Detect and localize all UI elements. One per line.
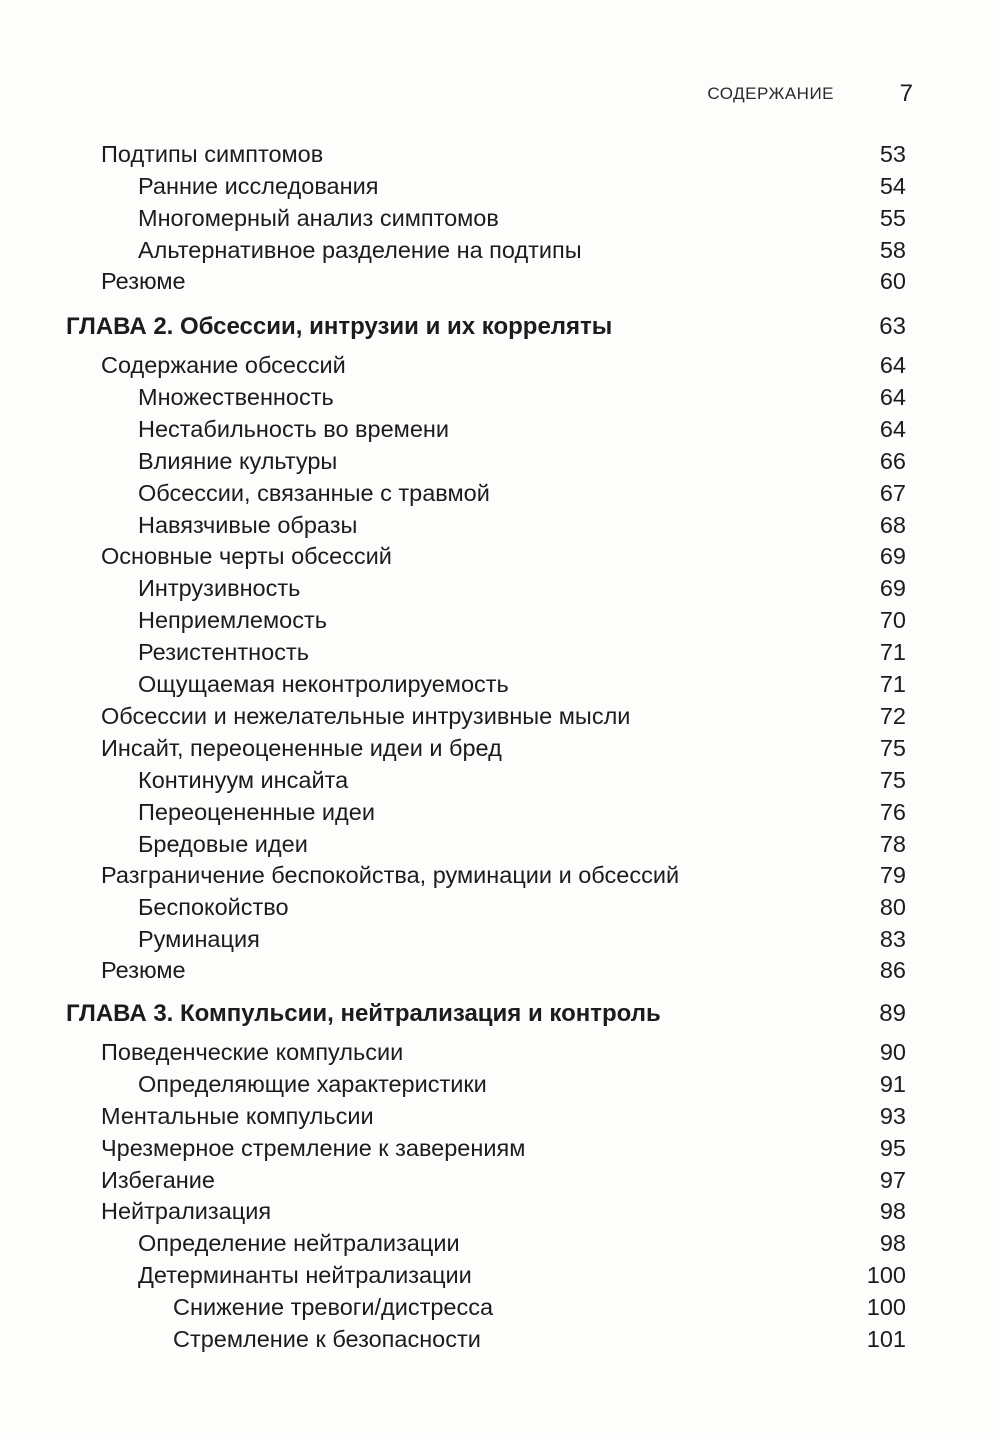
toc-entry-title: Влияние культуры — [138, 448, 338, 474]
toc-entry — [0, 265, 1000, 297]
toc-entry-title: Навязчивые образы — [138, 512, 358, 538]
toc-entry-page: 69 — [879, 543, 906, 569]
toc-entry-title: Содержание обсессий — [101, 352, 346, 378]
toc-entry — [0, 1036, 1000, 1068]
toc-entry-page: 98 — [879, 1198, 906, 1224]
toc-entry-title: Руминация — [138, 926, 260, 952]
toc-entry-title: Континуум инсайта — [138, 767, 349, 793]
running-head — [0, 80, 1000, 120]
toc-entry — [0, 349, 1000, 381]
toc-entry-title: Неприемлемость — [138, 607, 327, 633]
toc-entry-title: Обсессии и нежелательные интрузивные мысли — [101, 703, 631, 729]
toc-entry-page: 67 — [879, 480, 906, 506]
running-head-title: СОДЕРЖАНИЕ — [707, 84, 834, 103]
toc-entry-page: 97 — [879, 1167, 906, 1193]
toc-entry-title: Ранние исследования — [138, 173, 379, 199]
toc-entry — [0, 1132, 1000, 1164]
toc-entry-page: 80 — [879, 894, 906, 920]
toc-entry-title: Ощущаемая неконтролируемость — [138, 671, 509, 697]
toc-entry — [0, 828, 1000, 860]
toc-entry — [0, 636, 1000, 668]
toc-entry-page: 72 — [879, 703, 906, 729]
toc-entry — [0, 604, 1000, 636]
toc-entry-page: 91 — [879, 1071, 906, 1097]
toc-entry — [0, 202, 1000, 234]
toc-entry-page: 78 — [879, 831, 906, 857]
toc-entry — [0, 1100, 1000, 1132]
toc-entry-page: 53 — [879, 141, 906, 167]
toc-entry-page: 98 — [879, 1230, 906, 1256]
toc-entry-page: 76 — [879, 799, 906, 825]
toc-entry-title: Обсессии, связанные с травмой — [138, 480, 490, 506]
chapter-heading — [0, 311, 1000, 343]
toc-entry — [0, 923, 1000, 955]
toc-entry — [0, 796, 1000, 828]
toc-entry-page: 75 — [879, 735, 906, 761]
toc-entry-title: Определение нейтрализации — [138, 1230, 460, 1256]
toc-entry-title: Снижение тревоги/дистресса — [173, 1294, 494, 1320]
toc-entry-page: 75 — [879, 767, 906, 793]
toc-entry-title: Ментальные компульсии — [101, 1103, 374, 1129]
chapter-title: ГЛАВА 3. Компульсии, нейтрализация и контроль — [66, 1000, 661, 1027]
toc-entry-title: Альтернативное разделение на подтипы — [138, 237, 582, 263]
toc-entry-title: Нестабильность во времени — [138, 416, 450, 442]
toc-entry — [0, 234, 1000, 266]
toc-entry — [0, 1164, 1000, 1196]
toc-entry — [0, 668, 1000, 700]
toc-entry-page: 100 — [866, 1262, 906, 1288]
toc-entry — [0, 1195, 1000, 1227]
toc-entry — [0, 1227, 1000, 1259]
toc-entry-title: Нейтрализация — [101, 1198, 272, 1224]
toc-entry — [0, 1291, 1000, 1323]
toc-entry-page: 70 — [879, 607, 906, 633]
toc-entry-page: 68 — [879, 512, 906, 538]
toc-entry-title: Детерминанты нейтрализации — [138, 1262, 472, 1288]
toc-entry-page: 83 — [879, 926, 906, 952]
toc-entry — [0, 764, 1000, 796]
toc-entry-title: Множественность — [138, 384, 334, 410]
toc-entry — [0, 732, 1000, 764]
toc-entry-title: Основные черты обсессий — [101, 543, 392, 569]
toc-entry-title: Бредовые идеи — [138, 831, 308, 857]
toc-entry-title: Резюме — [101, 957, 186, 983]
toc-entry-page: 90 — [879, 1039, 906, 1065]
toc-entry — [0, 954, 1000, 986]
toc-entry — [0, 540, 1000, 572]
toc-entry-title: Переоцененные идеи — [138, 799, 375, 825]
toc-entry-page: 63 — [879, 313, 906, 340]
toc-entry-title: Подтипы симптомов — [101, 141, 324, 167]
toc-entry-title: Резистентность — [138, 639, 309, 665]
toc-entry — [0, 413, 1000, 445]
toc-entry-title: Многомерный анализ симптомов — [138, 205, 499, 231]
toc-entry-page: 93 — [879, 1103, 906, 1129]
toc-entry-title: Чрезмерное стремление к заверениям — [101, 1135, 526, 1161]
toc-entry-page: 60 — [879, 268, 906, 294]
toc-entry-title: Стремление к безопасности — [173, 1326, 481, 1352]
toc-entry-title: Поведенческие компульсии — [101, 1039, 404, 1065]
toc-entry-page: 58 — [879, 237, 906, 263]
toc-entry-page: 66 — [879, 448, 906, 474]
toc-entry-title: Резюме — [101, 268, 186, 294]
chapter-title: ГЛАВА 2. Обсессии, интрузии и их корреляты — [66, 313, 613, 340]
toc-entry — [0, 1068, 1000, 1100]
toc-entry-page: 71 — [879, 671, 906, 697]
toc-entry-page: 55 — [879, 205, 906, 231]
toc-entry-page: 86 — [879, 957, 906, 983]
toc-entry-page: 71 — [879, 639, 906, 665]
toc-entry-page: 64 — [879, 384, 906, 410]
toc-entry — [0, 509, 1000, 541]
toc-entry-title: Беспокойство — [138, 894, 289, 920]
chapter-heading — [0, 998, 1000, 1030]
toc-entry — [0, 445, 1000, 477]
toc-entry-title: Определяющие характеристики — [138, 1071, 487, 1097]
toc-entry-page: 79 — [879, 862, 906, 888]
toc-entry-title: Избегание — [101, 1167, 215, 1193]
toc-entry-page: 95 — [879, 1135, 906, 1161]
toc-entry — [0, 572, 1000, 604]
toc-entry — [0, 170, 1000, 202]
toc-entry — [0, 381, 1000, 413]
toc-entry-title: Интрузивность — [138, 575, 301, 601]
toc-entry — [0, 1259, 1000, 1291]
toc-entry-title: Инсайт, переоцененные идеи и бред — [101, 735, 502, 761]
toc-entry — [0, 891, 1000, 923]
toc-entry — [0, 700, 1000, 732]
toc-entry-title: Разграничение беспокойства, руминации и обсессий — [101, 862, 680, 888]
page-number: 7 — [899, 80, 913, 107]
toc-entry — [0, 859, 1000, 891]
toc-entry-page: 64 — [879, 352, 906, 378]
toc-entry — [0, 477, 1000, 509]
toc-entry — [0, 138, 1000, 170]
toc-entry-page: 64 — [879, 416, 906, 442]
toc-entry-page: 101 — [866, 1326, 906, 1352]
toc-entry-page: 100 — [866, 1294, 906, 1320]
toc-entry-page: 69 — [879, 575, 906, 601]
toc-entry-page: 54 — [879, 173, 906, 199]
toc-entry — [0, 1323, 1000, 1355]
toc-entry-page: 89 — [879, 1000, 906, 1027]
